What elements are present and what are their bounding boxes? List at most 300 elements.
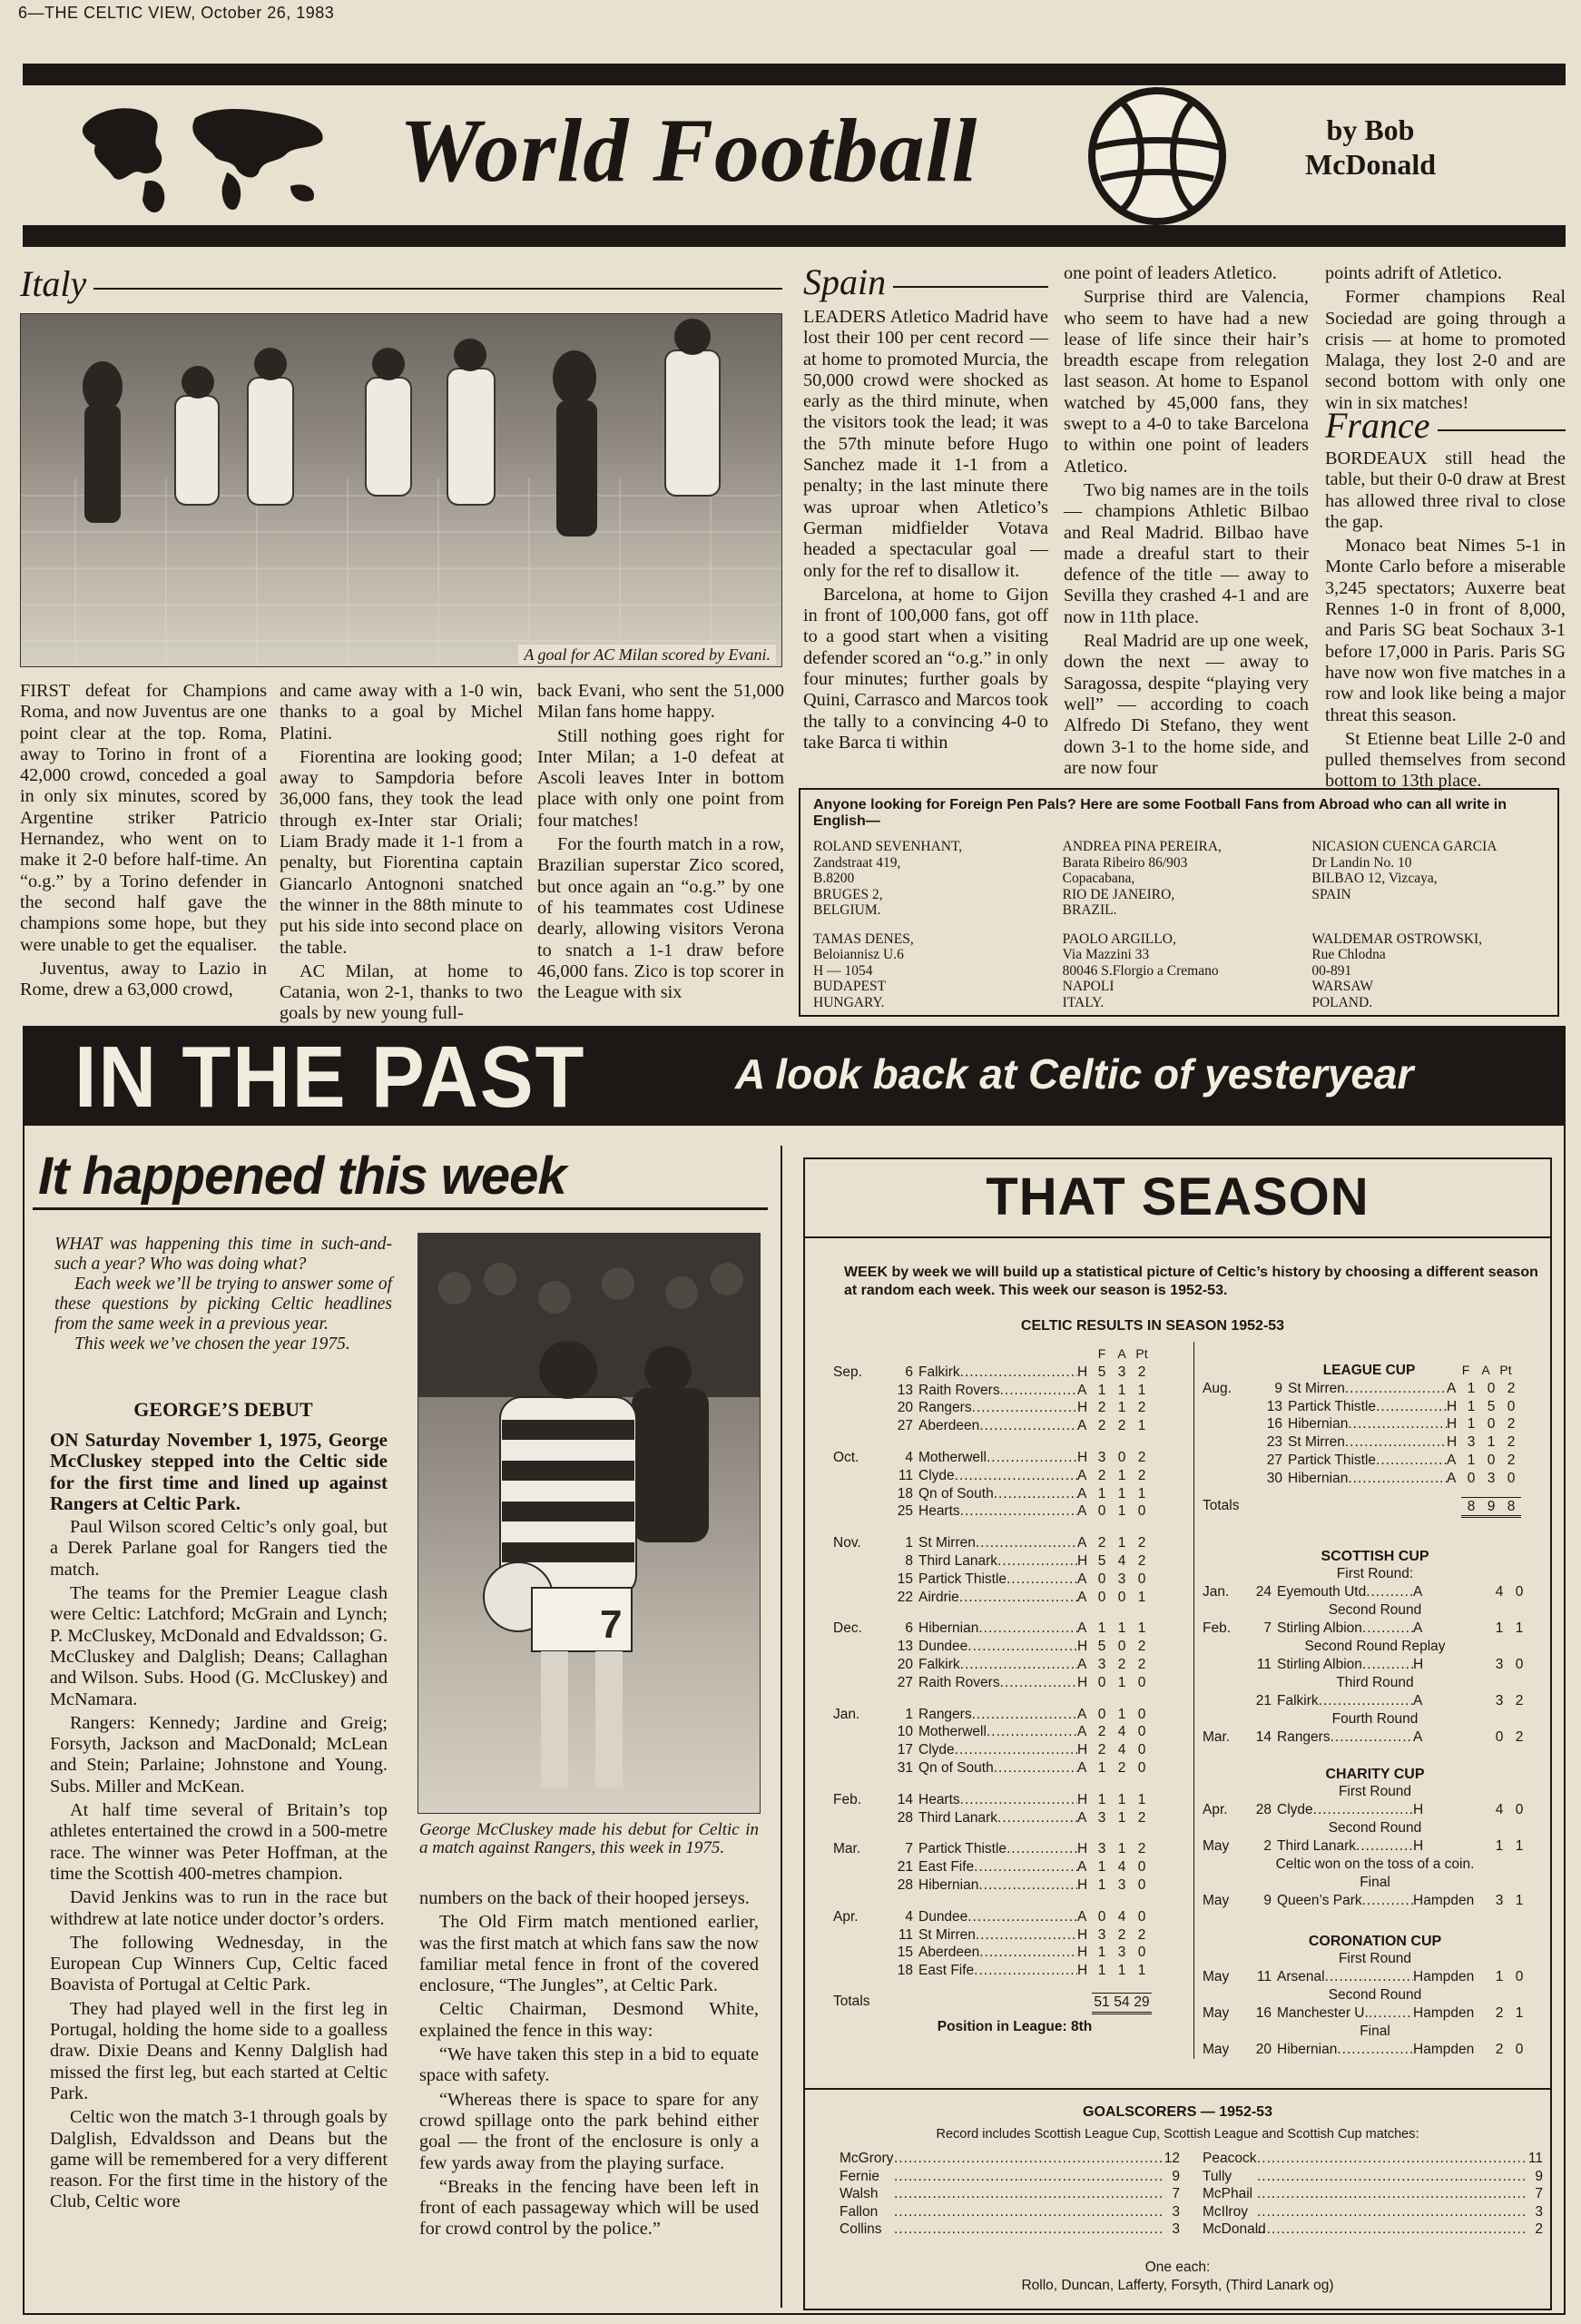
pen-pal-name: NICASION CUENCA GARCIA [1311, 839, 1498, 854]
day: 11 [898, 1467, 913, 1483]
address-line: NAPOLI [1062, 979, 1115, 994]
divider [33, 1207, 768, 1210]
goals-for: 3 [1495, 1693, 1504, 1709]
column-header: A [1481, 1363, 1490, 1377]
goals-for: 0 [1097, 1571, 1106, 1587]
venue: Hampden [1413, 1893, 1475, 1908]
table-header-row [1203, 1362, 1547, 1380]
totals-label: Totals [1203, 1497, 1240, 1513]
mccluskey-photo [417, 1233, 761, 1814]
goals-for: 1 [1097, 1945, 1106, 1961]
goals-against: 1 [1117, 1400, 1126, 1416]
leader-dots [1257, 2150, 1525, 2168]
day: 18 [897, 1963, 913, 1979]
leader-dots [1257, 2168, 1525, 2186]
goals-against: 5 [1487, 1398, 1496, 1414]
table-row [833, 1399, 1196, 1417]
venue: A [1077, 1382, 1087, 1398]
that-season-intro: WEEK by week we will build up a statistical picture of Celtic’s history by choosing a different season at random each week. This week our season is 1952-53. [844, 1265, 1538, 1298]
table-row [833, 1417, 1196, 1435]
round-label: Fourth Round [1331, 1711, 1419, 1727]
column-header: Pt [1135, 1346, 1148, 1361]
venue: Hampden [1413, 2005, 1475, 2021]
scorer-row [1203, 2168, 1543, 2186]
league-position: Position in League: 8th [937, 2018, 1093, 2034]
league-cup-table [1203, 1362, 1547, 1518]
goals-against: 1 [1117, 1382, 1126, 1398]
goals-for: 1 [1097, 1859, 1106, 1876]
venue: A [1077, 1485, 1087, 1502]
opponent: Manchester U. ..... [1277, 2004, 1413, 2023]
italy-column-1 [20, 681, 267, 1003]
month: Oct. [833, 1449, 859, 1465]
address-line: Copacabana, [1062, 871, 1135, 886]
goals-for: 2 [1495, 2005, 1504, 2021]
goals-for: 0 [1467, 1470, 1476, 1486]
month [833, 1674, 888, 1692]
goals-against: 4 [1117, 1742, 1126, 1758]
venue: A [1077, 1859, 1087, 1876]
pen-pal-name: TAMAS DENES, [813, 931, 914, 947]
spain-heading-text: Spain [803, 261, 887, 302]
day: 28 [897, 1876, 913, 1893]
it-happened-intro [54, 1235, 392, 1354]
venue: H [1077, 1674, 1088, 1690]
column-divider [1193, 1342, 1194, 2059]
day: 11 [1256, 1657, 1272, 1672]
day: 20 [897, 1400, 913, 1416]
scorer-goals: 7 [1172, 2186, 1180, 2201]
italy-heading-text: Italy [20, 263, 87, 304]
goals-for: 5 [1097, 1364, 1106, 1380]
france-heading [1325, 407, 1566, 445]
italy-heading [20, 265, 782, 303]
goals-for: 4 [1495, 1584, 1504, 1600]
paragraph: FIRST defeat for Champions Roma, and now Juventus are one point clear at the top. Roma, away to Torino in front of a 42,000 crowd, conceded a goal in only six minutes, scored by Argentine striker Patricio Hernandez, who went on to make it 2-0 before half-time. An “o.g.” by a Torino defender in the second half gave the champions some hope, but they were unable to get the equaliser. [20, 681, 267, 955]
goals-against: 0 [1487, 1452, 1496, 1468]
intro-paragraph: This week we’ve chosen the year 1975. [74, 1334, 350, 1354]
opponent: East Fife ..... [918, 1858, 1077, 1876]
goals-against: 2 [1117, 1926, 1126, 1943]
venue: H [1077, 1791, 1088, 1807]
opponent: Aberdeen ..... [918, 1944, 1077, 1962]
day: 20 [897, 1656, 913, 1672]
day: 8 [905, 1552, 913, 1569]
opponent: Clyde ..... [918, 1467, 1077, 1485]
opponent: Qn of South ..... [918, 1759, 1077, 1777]
opponent: East Fife ..... [918, 1962, 1077, 1980]
goals-for: 1 [1467, 1452, 1476, 1468]
venue: A [1413, 1584, 1423, 1600]
pen-pals-grid [813, 839, 1545, 1010]
points: 2 [1507, 1434, 1516, 1451]
day: 1 [905, 1535, 913, 1551]
opponent: Aberdeen ..... [918, 1417, 1077, 1435]
day: 27 [1266, 1452, 1282, 1468]
goals-against: 1 [1117, 1841, 1126, 1857]
opponent: Rangers ..... [918, 1399, 1077, 1417]
pen-pal-name: WALDEMAR OSTROWSKI, [1311, 931, 1483, 947]
day: 11 [1256, 1969, 1272, 1984]
paragraph: LEADERS Atletico Madrid have lost their 100 per cent record — at home to promoted Murcia, the 50,000 crowd were shocked as early as the third minute, when the visitors took the lead; it was the 57th minute before Hugo Sanchez made it 1-1 from a penalty; in the last minute there was uproar when Atletico’s German midfielder Votava headed a spectacular goal — only for the ref to disallow it. [803, 307, 1048, 581]
month [833, 1467, 888, 1485]
total-points: 8 [1501, 1497, 1521, 1519]
day: 17 [897, 1742, 913, 1758]
month: Dec. [833, 1620, 862, 1637]
goals-for: 1 [1097, 1791, 1106, 1807]
venue: A [1077, 1418, 1087, 1434]
month: Aug. [1203, 1380, 1232, 1396]
month: Nov. [833, 1535, 861, 1551]
table-row [833, 1552, 1196, 1571]
table-row [833, 1638, 1196, 1656]
goals-for: 1 [1467, 1416, 1476, 1433]
day: 30 [1266, 1470, 1282, 1486]
paragraph: Former champions Real Sociedad are going through a crisis — at home to promoted Malaga, they lost 2-0 and are second bottom with only one win in six matches! [1325, 287, 1566, 413]
points: 1 [1137, 1963, 1146, 1979]
day: 27 [897, 1418, 913, 1434]
spain-column-3 [1325, 263, 1566, 417]
day: 16 [1266, 1416, 1282, 1433]
venue: H [1077, 1449, 1088, 1465]
opponent: Hibernian ..... [1288, 1415, 1447, 1433]
venue: A [1447, 1380, 1457, 1396]
total-against: 9 [1481, 1497, 1501, 1519]
goals-for: 2 [1097, 1400, 1106, 1416]
points: 2 [1137, 1467, 1146, 1483]
day: 15 [897, 1571, 913, 1587]
opponent: Falkirk ..... [1277, 1692, 1413, 1710]
address-line: Dr Landin No. 10 [1311, 854, 1412, 871]
scorer-row [1203, 2185, 1543, 2203]
venue: A [1447, 1470, 1457, 1486]
table-row [833, 1449, 1196, 1467]
venue: A [1077, 1589, 1087, 1605]
venue: H [1077, 1364, 1088, 1380]
scorer-goals: 3 [1535, 2203, 1543, 2220]
venue: A [1077, 1724, 1087, 1740]
total-for: 51 [1092, 1993, 1112, 2014]
opponent: St Mirren ..... [1288, 1380, 1447, 1398]
pen-pal-name: PAOLO ARGILLO, [1062, 931, 1176, 947]
column-divider [781, 1146, 782, 2308]
goals-for: 5 [1097, 1552, 1106, 1569]
opponent: Hibernian ..... [1277, 2041, 1413, 2059]
goals-against: 0 [1117, 1589, 1126, 1605]
scorer-row [840, 2150, 1180, 2168]
day: 9 [1274, 1380, 1282, 1396]
points: 0 [1137, 1571, 1146, 1587]
goals-for: 1 [1097, 1382, 1106, 1398]
goalscorers-note: Record includes Scottish League Cup, Scottish League and Scottish Cup matches: [936, 2127, 1419, 2142]
opponent: St Mirren ..... [918, 1926, 1077, 1945]
column-header: A [1117, 1346, 1126, 1361]
goals-against: 4 [1117, 1859, 1126, 1876]
goals-for: 3 [1097, 1656, 1106, 1672]
paragraph: one point of leaders Atletico. [1064, 263, 1277, 283]
address-line: ITALY. [1062, 994, 1105, 1010]
goals-against: 1 [1515, 1838, 1524, 1854]
scorer-name: Collins [840, 2221, 882, 2237]
venue: A [1077, 1571, 1087, 1587]
day: 1 [905, 1706, 913, 1722]
opponent: Partick Thistle ..... [918, 1840, 1077, 1858]
opponent: Raith Rovers ..... [918, 1674, 1077, 1692]
month: May [1203, 2042, 1230, 2057]
goals-against: 4 [1117, 1724, 1126, 1740]
page-folio: 6—THE CELTIC VIEW, October 26, 1983 [18, 4, 335, 22]
address-line: BELGIUM. [813, 902, 881, 918]
goals-against: 2 [1117, 1759, 1126, 1776]
coronation-cup-heading: CORONATION CUP [1308, 1934, 1442, 1949]
address-line: Zandstraat 419, [813, 854, 901, 871]
points: 1 [1137, 1418, 1146, 1434]
coronation-cup-rows [1203, 1950, 1547, 2059]
points: 2 [1507, 1452, 1516, 1468]
goals-against: 0 [1515, 1802, 1524, 1817]
month [833, 1809, 888, 1827]
george-debut-subhead: GEORGE’S DEBUT [133, 1398, 313, 1421]
in-the-past-title: IN THE PAST [74, 1029, 586, 1126]
paragraph: Real Madrid are up one week, down the next — away to Saragossa, despite “playing very well” — according to coach Alfredo Di Stefano, they went down 3-1 to the home side, and are now four [1064, 631, 1309, 778]
points: 2 [1137, 1449, 1146, 1465]
scorer-row [840, 2185, 1180, 2203]
day: 11 [898, 1926, 913, 1943]
scorer-row [1203, 2203, 1543, 2221]
paragraph: Two big names are in the toils — champions Athletic Bilbao and Real Madrid. Bilbao have made a dreaful start to their defence of the title — away to Sevilla they crashed 4-1 and are now in 11th place. [1064, 479, 1309, 627]
total-against: 54 [1112, 1993, 1132, 2014]
day: 27 [897, 1674, 913, 1690]
table-row [833, 1382, 1196, 1400]
results-heading: CELTIC RESULTS IN SEASON 1952-53 [1020, 1318, 1285, 1334]
goals-against: 0 [1117, 1639, 1126, 1655]
address-line: RIO DE JANEIRO, [1062, 886, 1175, 902]
table-row [1203, 1380, 1547, 1398]
month: May [1203, 1969, 1230, 1984]
points: 2 [1137, 1639, 1146, 1655]
day: 7 [1263, 1620, 1272, 1636]
pen-pal-entry [1063, 931, 1296, 1011]
opponent: Clyde ..... [918, 1741, 1077, 1759]
byline [1275, 113, 1466, 182]
points: 2 [1137, 1656, 1146, 1672]
france-heading-text: France [1325, 405, 1430, 446]
opponent: Airdrie ..... [918, 1589, 1077, 1607]
spain-heading [803, 263, 1048, 301]
table-row [833, 1926, 1196, 1945]
intro-paragraph: WHAT was happening this time in such-and-such a year? Who was doing what? [54, 1235, 392, 1274]
table-row [1203, 1415, 1547, 1433]
paragraph: David Jenkins was to run in the race but withdrew at late notice under doctor’s orders. [50, 1887, 388, 1929]
paragraph: numbers on the back of their hooped jerseys. [419, 1888, 750, 1908]
month: Sep. [833, 1364, 862, 1380]
one-each-list: Rollo, Duncan, Lafferty, Forsyth, (Third Lanark og) [1021, 2278, 1334, 2293]
byline-line-1: by Bob [1326, 113, 1415, 146]
venue: H [1447, 1398, 1458, 1414]
month: Feb. [1203, 1620, 1232, 1636]
goals-for: 1 [1467, 1380, 1476, 1396]
address-line: Barata Ribeiro 86/903 [1062, 854, 1188, 871]
month: Mar. [833, 1841, 861, 1857]
scorer-goals: 3 [1172, 2221, 1180, 2237]
scorer-row [840, 2203, 1180, 2221]
totals-label: Totals [833, 1993, 870, 2009]
opponent: Motherwell ..... [918, 1723, 1077, 1741]
month [1203, 1398, 1257, 1416]
round-label: Second Round [1328, 1602, 1422, 1618]
paragraph: Celtic Chairman, Desmond White, explained the fence in this way: [419, 1999, 759, 2041]
goals-against: 1 [1117, 1706, 1126, 1722]
table-row [833, 1809, 1196, 1827]
address-line: H — 1054 [813, 962, 873, 979]
table-row [1203, 1452, 1547, 1470]
opponent: Hibernian ..... [1288, 1470, 1447, 1488]
round-label: First Round [1338, 1951, 1412, 1966]
address-line: BRAZIL. [1062, 902, 1117, 918]
points: 0 [1137, 1503, 1146, 1520]
venue: H [1077, 1742, 1088, 1758]
month [1203, 1692, 1250, 1710]
month [833, 1656, 888, 1674]
pen-pal-entry [813, 931, 1046, 1011]
points: 2 [1137, 1809, 1146, 1826]
goals-for: 0 [1097, 1589, 1106, 1605]
italy-column-3 [537, 681, 784, 1006]
opponent: St Mirren ..... [1288, 1433, 1447, 1452]
scorer-name: Fernie [840, 2168, 879, 2184]
pen-pal-name: ANDREA PINA PEREIRA, [1062, 839, 1222, 854]
venue: H [1447, 1434, 1458, 1451]
goals-against: 1 [1117, 1467, 1126, 1483]
goals-for: 3 [1097, 1926, 1106, 1943]
scorer-name: Walsh [840, 2186, 879, 2201]
scorer-goals: 2 [1535, 2221, 1543, 2237]
goals-for: 3 [1097, 1841, 1106, 1857]
column-header: F [1097, 1346, 1106, 1361]
leader-dots [1257, 2185, 1525, 2203]
points: 0 [1137, 1742, 1146, 1758]
venue: A [1077, 1908, 1087, 1925]
coronation-cup-section [1203, 1934, 1547, 2059]
address-line: 80046 S.Florgio a Cremano [1062, 962, 1219, 979]
address-line: POLAND. [1311, 994, 1373, 1010]
table-row [833, 1502, 1196, 1521]
paragraph: Barcelona, at home to Gijon in front of 100,000 fans, got off to a good start when a visiting defender scored an “o.g.” in only four minutes; further goals by Quini, Carrasco and Marcos took the tally to a convincing 4-0 to take Barca ti within [803, 584, 1048, 753]
table-row [1203, 1692, 1547, 1710]
goals-against: 1 [1515, 2005, 1524, 2021]
opponent: Clyde ..... [1277, 1801, 1413, 1819]
day: 16 [1255, 2005, 1272, 2021]
goals-against: 2 [1117, 1418, 1126, 1434]
goals-against: 3 [1117, 1571, 1126, 1587]
points: 2 [1137, 1535, 1146, 1551]
divider [803, 2088, 1552, 2090]
goals-against: 0 [1515, 2042, 1524, 2057]
charity-cup-heading: CHARITY CUP [1325, 1767, 1425, 1782]
table-row [1203, 1968, 1547, 1986]
day: 22 [897, 1589, 913, 1605]
mccluskey-photo-image [418, 1234, 761, 1814]
venue: H [1077, 1945, 1088, 1961]
month: Mar. [1203, 1729, 1231, 1745]
opponent: Hearts ..... [918, 1502, 1077, 1521]
opponent: Third Lanark ..... [918, 1552, 1077, 1571]
table-row [833, 1908, 1196, 1926]
table-row [833, 1467, 1196, 1485]
goals-against: 2 [1117, 1656, 1126, 1672]
points: 2 [1137, 1841, 1146, 1857]
league-cup-rows [1203, 1380, 1547, 1488]
scorer-name: McPhail [1203, 2186, 1253, 2201]
paragraph: Celtic won the match 3-1 through goals by Dalglish, Edvaldsson and Deans but the game will be remembered for a very different reason. For the first time in the history of the Club, Celtic wore [50, 2107, 388, 2212]
round-label: First Round: [1336, 1566, 1414, 1581]
round-label: Second Round [1328, 1987, 1422, 2003]
opponent: Rangers ..... [1277, 1728, 1413, 1747]
venue: H [1077, 1552, 1088, 1569]
opponent: Dundee ..... [918, 1638, 1077, 1656]
table-row [1203, 2004, 1547, 2023]
month: Apr. [1203, 1802, 1228, 1817]
opponent: Stirling Albion ..... [1277, 1656, 1413, 1674]
points: 2 [1137, 1400, 1146, 1416]
goals-against: 4 [1117, 1552, 1126, 1569]
globe-icon [68, 86, 340, 222]
day: 2 [1263, 1838, 1272, 1854]
points: 1 [1137, 1791, 1146, 1807]
pen-pal-name: ROLAND SEVENHANT, [813, 839, 963, 854]
month [833, 1876, 888, 1895]
total-for: 8 [1461, 1497, 1481, 1519]
opponent: Arsenal ..... [1277, 1968, 1413, 1986]
goals-against: 1 [1117, 1620, 1126, 1637]
pen-pal-entry [1063, 839, 1296, 919]
leader-dots [894, 2185, 1162, 2203]
paragraph: St Etienne beat Lille 2-0 and pulled themselves from second bottom to 13th place. [1325, 728, 1566, 792]
goals-against: 0 [1515, 1584, 1524, 1600]
round-label: Second Round Replay [1304, 1639, 1446, 1654]
goals-against: 1 [1117, 1791, 1126, 1807]
round-label: Third Round [1336, 1675, 1414, 1690]
goals-against: 0 [1487, 1380, 1496, 1396]
venue: A [1077, 1759, 1087, 1776]
day: 28 [897, 1809, 913, 1826]
points: 2 [1137, 1364, 1146, 1380]
row-gap [833, 1606, 1196, 1620]
leader-dots [1257, 2203, 1525, 2221]
address-line: WARSAW [1311, 979, 1373, 994]
charity-cup-rows [1203, 1783, 1547, 1910]
goals-against: 1 [1515, 1893, 1524, 1908]
goals-for: 1 [1097, 1485, 1106, 1502]
leader-dots [1257, 2221, 1525, 2239]
column-header: Pt [1499, 1363, 1512, 1377]
goals-against: 1 [1515, 1620, 1524, 1636]
leader-dots [894, 2221, 1162, 2239]
month [833, 1926, 888, 1945]
goals-for: 2 [1495, 2042, 1504, 2057]
day: 6 [905, 1364, 913, 1380]
table-row [833, 1485, 1196, 1503]
goals-for: 3 [1097, 1449, 1106, 1465]
mccluskey-photo-caption: George McCluskey made his debut for Celtic in a match against Rangers, this week in 1975. [419, 1820, 759, 1857]
goals-for: 3 [1495, 1893, 1504, 1908]
points: 2 [1507, 1380, 1516, 1396]
address-line: SPAIN [1311, 886, 1351, 902]
goals-against: 3 [1487, 1470, 1496, 1486]
month: May [1203, 1838, 1230, 1854]
goals-for: 0 [1495, 1729, 1504, 1745]
venue: H [1077, 1639, 1088, 1655]
